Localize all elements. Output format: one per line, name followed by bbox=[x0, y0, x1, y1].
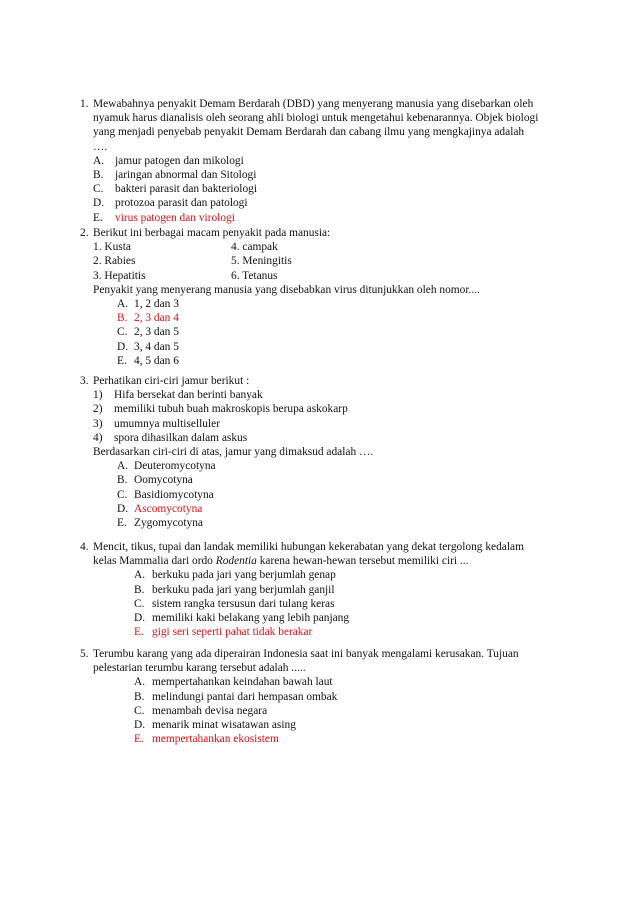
question-1 bbox=[80, 97, 580, 225]
question-stem-line: yang menjadi penyebab penyakit Demam Berdarah dan cabang ilmu yang mengkajinya adalah bbox=[93, 126, 525, 139]
option-d[interactable] bbox=[80, 196, 580, 210]
option-text: jaringan abnormal dan Sitologi bbox=[115, 168, 257, 181]
question-prompt: Penyakit yang menyerang manusia yang disebabkan virus ditunjukkan oleh nomor.... bbox=[93, 283, 480, 296]
option-text: 2, 3 dan 5 bbox=[134, 326, 179, 339]
option-label: E. bbox=[117, 516, 127, 529]
question-2 bbox=[80, 226, 580, 368]
question-stem-line: nyamuk harus dianalisis oleh seorang ahli biologi untuk mengetahui kebenarannya. Objek biologi bbox=[93, 112, 539, 125]
option-text: 1, 2 dan 3 bbox=[134, 297, 179, 310]
option-text: 4, 5 dan 6 bbox=[134, 354, 179, 367]
option-e[interactable] bbox=[80, 516, 580, 530]
question-number: 1. bbox=[80, 98, 89, 110]
option-label: E. bbox=[134, 733, 144, 746]
option-a[interactable] bbox=[80, 154, 580, 168]
option-label: B. bbox=[134, 690, 145, 703]
question-prompt: Berdasarkan ciri-ciri di atas, jamur yang dimaksud adalah …. bbox=[93, 445, 374, 458]
question-number: 5. bbox=[80, 648, 89, 660]
italic-term: Rodentia bbox=[215, 555, 257, 568]
option-label: D. bbox=[93, 197, 105, 210]
option-label: A. bbox=[93, 154, 105, 167]
item-label: 2) bbox=[93, 403, 103, 416]
option-label: E. bbox=[134, 626, 144, 639]
option-text: menambah devisa negara bbox=[152, 704, 268, 717]
option-a[interactable] bbox=[80, 297, 580, 311]
option-text: berkuku pada jari yang berjumlah ganjil bbox=[152, 583, 335, 596]
question-stem-line: Mewabahnya penyakit Demam Berdarah (DBD) yang menyerang manusia yang disebarkan oleh bbox=[93, 98, 534, 110]
option-text: mempertahankan keindahan bawah laut bbox=[152, 676, 333, 689]
option-text: memiliki kaki belakang yang lebih panjang bbox=[152, 611, 350, 624]
option-d[interactable] bbox=[80, 718, 580, 732]
option-b[interactable] bbox=[80, 168, 580, 182]
correct-answer-text: virus patogen dan virologi bbox=[115, 211, 235, 224]
item-text: memiliki tubuh buah makroskopis berupa askokarp bbox=[114, 403, 348, 416]
option-label: B. bbox=[134, 583, 145, 596]
option-text: Oomycotyna bbox=[134, 474, 193, 487]
item-text: Hifa bersekat dan berinti banyak bbox=[114, 389, 263, 402]
question-number: 2. bbox=[80, 227, 89, 239]
item-label: 4) bbox=[93, 431, 103, 444]
option-label: A. bbox=[134, 569, 146, 582]
option-label: C. bbox=[134, 704, 145, 717]
option-a[interactable] bbox=[80, 675, 580, 689]
question-stem-line: Terumbu karang yang ada diperairan Indonesia saat ini banyak mengalami kerusakan. Tujuan bbox=[93, 648, 519, 660]
option-text: Deuteromycotyna bbox=[134, 460, 216, 473]
option-text: berkuku pada jari yang berjumlah genap bbox=[152, 569, 336, 582]
question-5 bbox=[80, 647, 580, 746]
question-3 bbox=[80, 374, 580, 530]
option-b[interactable] bbox=[80, 583, 580, 597]
option-d-answer[interactable] bbox=[80, 502, 580, 516]
correct-answer-text: gigi seri seperti pahat tidak berakar bbox=[152, 626, 313, 639]
option-d[interactable] bbox=[80, 611, 580, 625]
option-label: B. bbox=[93, 168, 104, 181]
question-stem-line: Perhatikan ciri-ciri jamur berikut : bbox=[93, 375, 250, 387]
correct-answer-text: Ascomycotyna bbox=[134, 502, 203, 515]
disease-item: 3. Hepatitis bbox=[93, 269, 146, 282]
question-stem-line: pelestarian terumbu karang tersebut adalah ..... bbox=[93, 662, 306, 675]
correct-answer-text: mempertahankan ekosistem bbox=[152, 733, 279, 746]
option-d[interactable] bbox=[80, 340, 580, 354]
option-label: B. bbox=[117, 312, 128, 325]
option-a[interactable] bbox=[80, 459, 580, 473]
option-c[interactable] bbox=[80, 704, 580, 718]
option-b[interactable] bbox=[80, 473, 580, 487]
option-text: menarik minat wisatawan asing bbox=[152, 718, 296, 731]
option-label: C. bbox=[93, 183, 104, 196]
disease-item: 6. Tetanus bbox=[231, 269, 278, 282]
option-c[interactable] bbox=[80, 488, 580, 502]
question-number: 4. bbox=[80, 541, 89, 553]
option-label: A. bbox=[134, 676, 146, 689]
option-label: B. bbox=[117, 474, 128, 487]
item-text: spora dihasilkan dalam askus bbox=[114, 431, 248, 444]
option-label: A. bbox=[117, 460, 129, 473]
option-c[interactable] bbox=[80, 182, 580, 196]
item-label: 1) bbox=[93, 389, 103, 402]
option-label: D. bbox=[134, 718, 146, 731]
option-text: 3, 4 dan 5 bbox=[134, 340, 179, 353]
option-e-answer[interactable] bbox=[80, 211, 580, 225]
option-e-answer[interactable] bbox=[80, 625, 580, 639]
option-text: Basidiomycotyna bbox=[134, 488, 214, 501]
question-stem-line: …. bbox=[93, 140, 108, 153]
option-text: jamur patogen dan mikologi bbox=[115, 154, 244, 167]
option-label: E. bbox=[93, 211, 103, 224]
option-c[interactable] bbox=[80, 597, 580, 611]
option-text: bakteri parasit dan bakteriologi bbox=[115, 183, 258, 196]
option-text: Zygomycotyna bbox=[134, 516, 203, 529]
question-stem-line: kelas Mammalia dari ordo Rodentia karena hewan-hewan tersebut memiliki ciri ... bbox=[93, 555, 469, 568]
option-text: sistem rangka tersusun dari tulang keras bbox=[152, 597, 335, 610]
correct-answer-text: 2, 3 dan 4 bbox=[134, 312, 179, 325]
option-label: C. bbox=[134, 597, 145, 610]
disease-item: 2. Rabies bbox=[93, 255, 136, 268]
option-label: E. bbox=[117, 354, 127, 367]
option-label: C. bbox=[117, 488, 128, 501]
question-stem-line: Mencit, tikus, tupai dan landak memiliki hubungan kekerabatan yang dekat tergolong kedalam bbox=[93, 541, 524, 553]
question-number: 3. bbox=[80, 375, 89, 387]
option-label: C. bbox=[117, 326, 128, 339]
option-a[interactable] bbox=[80, 568, 580, 582]
option-e[interactable] bbox=[80, 354, 580, 368]
option-label: D. bbox=[117, 340, 129, 353]
option-label: A. bbox=[117, 297, 129, 310]
option-b-answer[interactable] bbox=[80, 311, 580, 325]
option-b[interactable] bbox=[80, 690, 580, 704]
option-label: D. bbox=[134, 611, 146, 624]
option-text: protozoa parasit dan patologi bbox=[115, 197, 248, 210]
disease-item: 1. Kusta bbox=[93, 241, 131, 254]
disease-item: 4. campak bbox=[231, 241, 278, 254]
option-c[interactable] bbox=[80, 325, 580, 339]
option-text: melindungi pantai dari hempasan ombak bbox=[152, 690, 338, 703]
item-label: 3) bbox=[93, 417, 103, 430]
question-stem-line: Berikut ini berbagai macam penyakit pada manusia: bbox=[93, 227, 331, 239]
item-text: umumnya multiselluler bbox=[114, 417, 220, 430]
option-label: D. bbox=[117, 502, 129, 515]
option-e-answer[interactable] bbox=[80, 732, 580, 746]
question-4 bbox=[80, 540, 580, 639]
disease-item: 5. Meningitis bbox=[231, 255, 292, 268]
